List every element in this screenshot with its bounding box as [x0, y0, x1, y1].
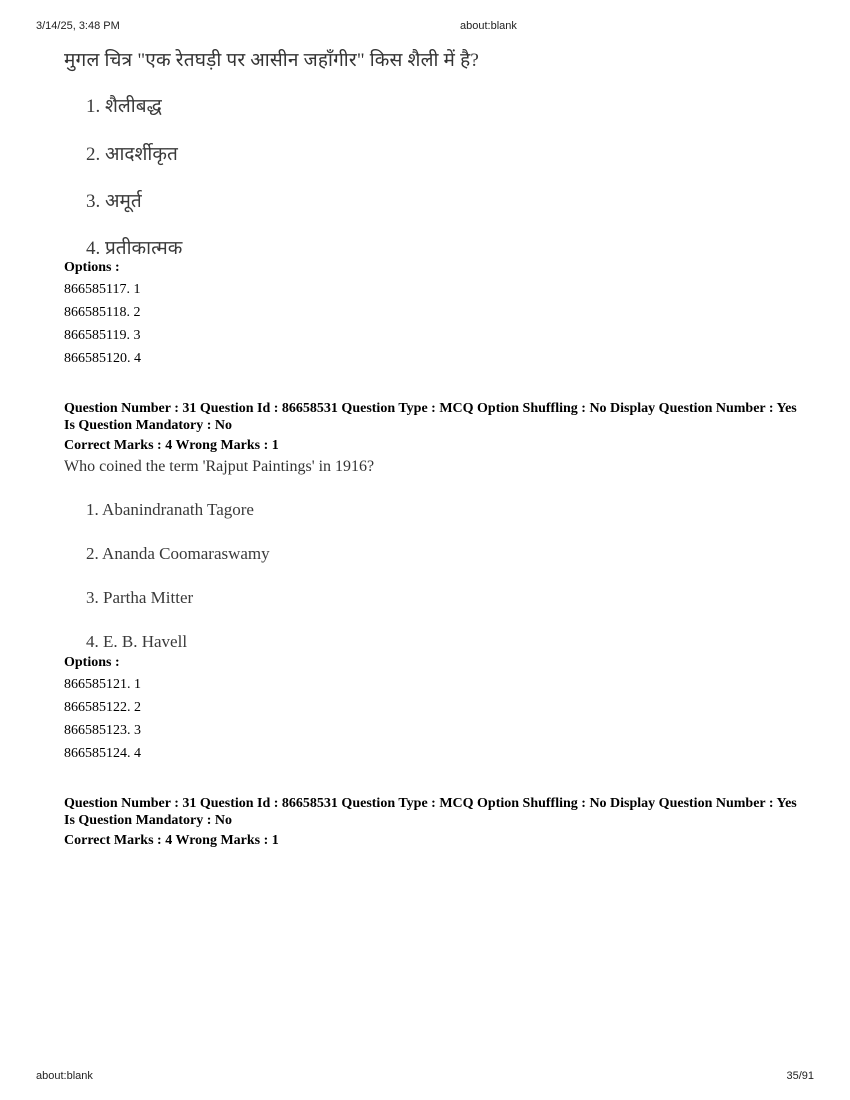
option-id: 866585117. 1 [64, 282, 141, 297]
option-id: 866585121. 1 [64, 677, 141, 692]
option-image-1: 1. Abanindranath Tagore [86, 500, 254, 519]
option-image-1: 1. शैलीबद्ध [86, 96, 162, 117]
question-text-hindi: मुगल चित्र "एक रेतघड़ी पर आसीन जहाँगीर" किस शैली में है? [64, 50, 479, 71]
option-image-4: 4. प्रतीकात्मक [86, 238, 183, 259]
page-number: 35/91 [786, 1070, 814, 1082]
options-label: Options : [64, 655, 120, 670]
option-image-3: 3. अमूर्त [86, 191, 142, 212]
browser-print-footer [0, 1070, 850, 1086]
option-id: 866585118. 2 [64, 305, 141, 320]
browser-print-header [0, 20, 850, 36]
question-marks: Correct Marks : 4 Wrong Marks : 1 [64, 833, 279, 848]
print-url: about:blank [36, 1070, 93, 1082]
option-image-3: 3. Partha Mitter [86, 588, 194, 607]
options-label: Options : [64, 260, 120, 275]
option-image-4: 4. E. B. Havell [86, 632, 188, 651]
option-image-2: 2. Ananda Coomaraswamy [86, 544, 270, 563]
option-id: 866585122. 2 [64, 700, 141, 715]
question-marks: Correct Marks : 4 Wrong Marks : 1 [64, 438, 279, 453]
print-title: about:blank [460, 20, 517, 32]
print-datetime: 3/14/25, 3:48 PM [36, 20, 120, 32]
question-meta: Question Number : 31 Question Id : 86658531 Question Type : MCQ Option Shuffling : No Display Question Number : Yes Is Question Mandatory : No [64, 796, 797, 828]
question-meta: Question Number : 31 Question Id : 86658531 Question Type : MCQ Option Shuffling : No Display Question Number : Yes Is Question Mandatory : No [64, 401, 797, 433]
option-id: 866585123. 3 [64, 723, 141, 738]
option-image-2: 2. आदर्शीकृत [86, 144, 178, 165]
question-text: Who coined the term 'Rajput Paintings' in 1916? [64, 458, 375, 475]
option-id: 866585120. 4 [64, 351, 141, 366]
option-id: 866585124. 4 [64, 746, 141, 761]
option-id: 866585119. 3 [64, 328, 141, 343]
